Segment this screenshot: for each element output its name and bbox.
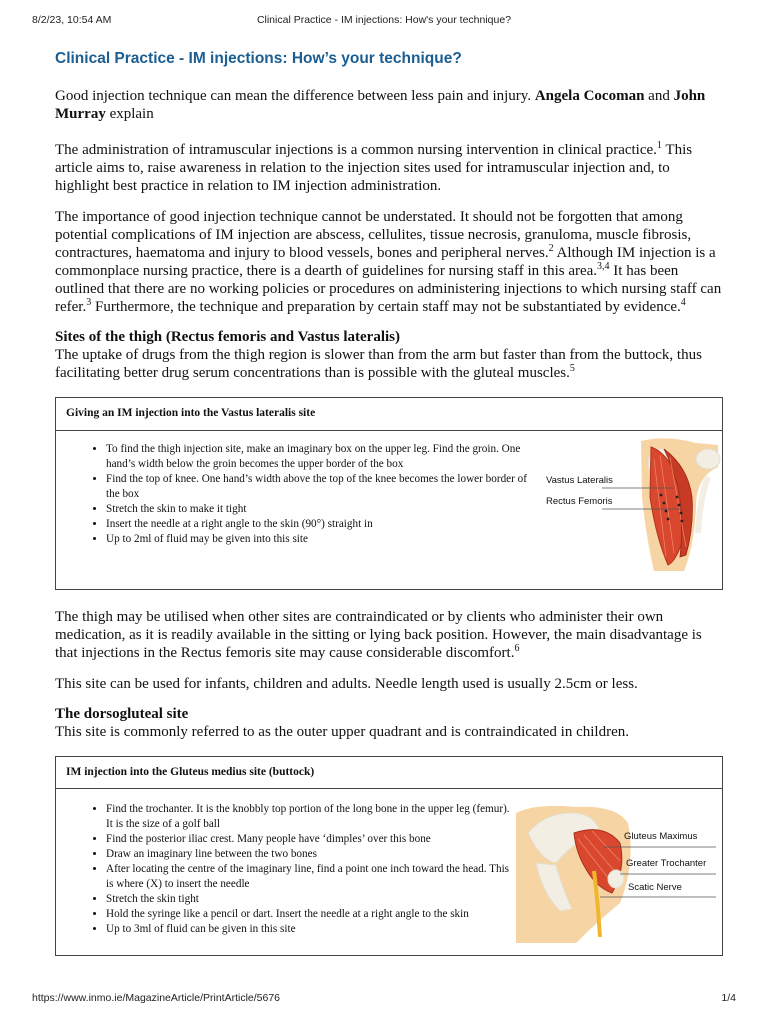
list-item: • Find the top of knee. One hand’s width above the top of the knee becomes the lower border of the box <box>106 472 536 502</box>
thigh-paragraph <box>55 346 725 382</box>
citation-ref: 6 <box>514 643 520 654</box>
figure-label-vastus-lateralis: Vastus Lateralis <box>546 475 613 486</box>
list-item: • Up to 3ml of fluid can be given in this site <box>106 922 511 937</box>
section-heading-dorsogluteal: The dorsogluteal site <box>55 706 189 722</box>
figure-label-gluteus-maximus: Gluteus Maximus <box>624 831 698 842</box>
list-item: • Find the trochanter. It is the knobbly top portion of the long bone in the upper leg (femur). It is the size of a golf ball <box>106 802 511 832</box>
citation-ref: 3,4 <box>597 261 610 272</box>
list-item: • Hold the syringe like a pencil or dart. Insert the needle at a right angle to the skin <box>106 907 511 922</box>
instruction-list <box>56 442 536 547</box>
list-item: • Find the posterior iliac crest. Many people have ‘dimples’ over this bone <box>106 832 511 847</box>
paragraph-3 <box>55 608 725 662</box>
paragraph-text: The administration of intramuscular injections is a common nursing intervention in clinical practice. <box>55 142 657 158</box>
print-footer <box>32 992 736 1006</box>
list-item: • To find the thigh injection site, make an imaginary box on the upper leg. Find the groin. One hand’s width below the groin becomes the upper border of the box <box>106 442 536 472</box>
vastus-lateralis-box <box>55 397 723 590</box>
page-number: 1/4 <box>721 992 736 1004</box>
print-header <box>32 14 736 28</box>
box-body <box>56 789 722 955</box>
citation-ref: 1 <box>656 140 662 151</box>
paragraph-text: The importance of good injection technique cannot be understated. It should not be forgotten that among potential complications of IM injection are abscess, cellulites, tissue necrosis, granuloma, muscle fibrosis, contractures, haematoma and injury to blood vessels, bones and peripheral nerves. <box>55 209 692 261</box>
gluteus-medius-box <box>55 756 723 956</box>
intro-and: and <box>644 88 674 104</box>
citation-ref: 4 <box>680 297 686 308</box>
box-title: IM injection into the Gluteus medius site (buttock) <box>56 757 722 789</box>
thigh-anatomy-figure <box>546 437 721 575</box>
paragraph-4: This site can be used for infants, children and adults. Needle length used is usually 2.5cm or less. <box>55 676 638 692</box>
intro-explain: explain <box>105 106 154 122</box>
box-body <box>56 431 722 588</box>
list-item: • Draw an imaginary line between the two bones <box>106 847 511 862</box>
paragraph-text: This article aims to, raise awareness in relation to the injection sites used for intramuscular injection and, to highlight best practice in relation to IM injection administration. <box>55 142 693 194</box>
section-heading-thigh: Sites of the thigh (Rectus femoris and Vastus lateralis) <box>55 329 400 345</box>
paragraph-text: The uptake of drugs from the thigh region is slower than from the arm but faster than from the buttock, thus facilitating better drug serum concentrations than is possible with the gluteal muscles. <box>55 347 702 381</box>
citation-ref: 5 <box>569 363 575 374</box>
author-name: John Murray <box>55 88 706 122</box>
paragraph-1 <box>55 141 725 195</box>
paragraph-text: The thigh may be utilised when other sites are contraindicated or by clients who administer their own medication, as it is readily available in the sitting or lying back position. However, the main disadvantage is that injections in the Rectus femoris site may cause considerable discomfort. <box>55 609 702 661</box>
instruction-list <box>56 802 511 937</box>
article <box>55 50 725 974</box>
figure-label-scatic-nerve: Scatic Nerve <box>628 882 682 893</box>
list-item: • Stretch the skin tight <box>106 892 511 907</box>
author-name: Angela Cocoman <box>534 88 645 104</box>
list-item: • Up to 2ml of fluid may be given into this site <box>106 532 536 547</box>
figure-label-rectus-femoris: Rectus Femoris <box>546 496 613 507</box>
box-title: Giving an IM injection into the Vastus lateralis site <box>56 398 722 431</box>
intro-text: Good injection technique can mean the difference between less pain and injury. <box>55 88 535 104</box>
citation-ref: 3 <box>86 297 92 308</box>
article-title: Clinical Practice - IM injections: How’s your technique? <box>55 50 462 67</box>
print-url: https://www.inmo.ie/MagazineArticle/PrintArticle/5676 <box>32 992 281 1004</box>
list-item: • Insert the needle at a right angle to the skin (90°) straight in <box>106 517 536 532</box>
intro-paragraph <box>55 87 725 123</box>
print-page-title: Clinical Practice - IM injections: How's your technique? <box>256 14 512 26</box>
list-item: • Stretch the skin to make it tight <box>106 502 536 517</box>
dorsogluteal-paragraph: This site is commonly referred to as the outer upper quadrant and is contraindicated in children. <box>55 724 629 740</box>
paragraph-text: It has been outlined that there are no working policies or procedures on administering injections to which nursing staff can refer. <box>55 263 722 315</box>
figure-label-greater-trochanter: Greater Trochanter <box>626 858 707 869</box>
paragraph-text: Although IM injection is a commonplace nursing practice, there is a dearth of guidelines for nursing staff in this area. <box>55 245 716 279</box>
print-datetime: 8/2/23, 10:54 AM <box>32 14 112 26</box>
citation-ref: 2 <box>548 243 554 254</box>
list-item: • After locating the centre of the imaginary line, find a point one inch toward the head. This is where (X) to insert the needle <box>106 862 511 892</box>
paragraph-text: Furthermore, the technique and preparation by certain staff may not be substantiated by evidence. <box>91 299 681 315</box>
buttock-anatomy-figure <box>516 803 721 943</box>
paragraph-2 <box>55 208 725 316</box>
